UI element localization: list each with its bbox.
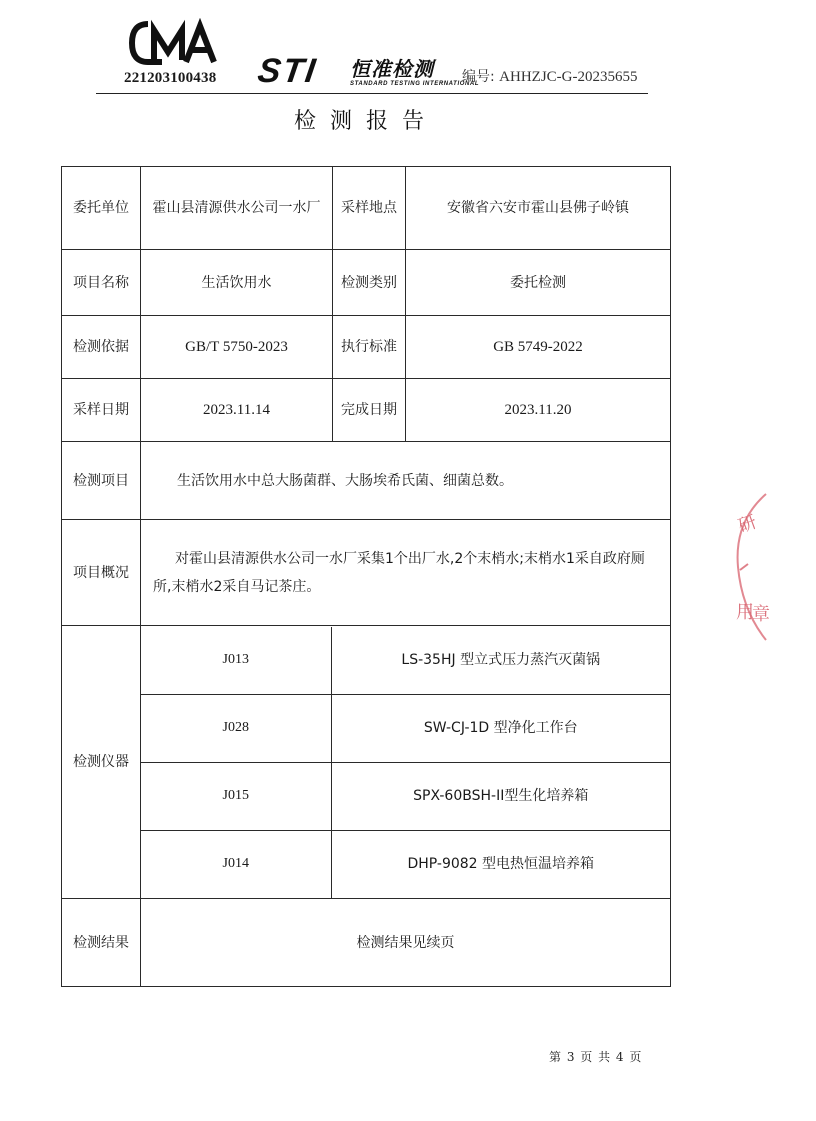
instrument-code: J014 [141, 830, 331, 898]
completion-date-label: 完成日期 [333, 379, 406, 442]
instrument-row [141, 762, 670, 830]
test-items-value: 生活饮用水中总大肠菌群、大肠埃希氏菌、细菌总数。 [141, 442, 671, 520]
document-title: 检测报告 [293, 109, 438, 134]
instrument-row [141, 830, 670, 898]
exec-standard-value: GB 5749-2022 [406, 316, 671, 379]
seal-char: 用 [736, 602, 754, 623]
test-basis-value: GB/T 5750-2023 [141, 316, 333, 379]
seal-char: 研 [735, 511, 760, 538]
seal-fragment [728, 492, 768, 642]
sampling-date-label: 采样日期 [62, 379, 141, 442]
instrument-name: LS-35HJ 型立式压力蒸汽灭菌锅 [331, 627, 670, 695]
instrument-code: J015 [141, 762, 331, 830]
results-value: 检测结果见续页 [141, 899, 671, 987]
test-type-label: 检测类别 [333, 250, 406, 316]
instruments-label: 检测仪器 [62, 626, 141, 899]
test-type-value: 委托检测 [406, 250, 671, 316]
overview-value [141, 520, 671, 626]
instrument-row [141, 694, 670, 762]
overview-text: 对霍山县清源供水公司一水厂采集1个出厂水,2个末梢水;末梢水1采自政府厕所,末梢水2采自马记茶庄。 [153, 550, 645, 595]
header-divider [96, 93, 648, 94]
instrument-name: DHP-9082 型电热恒温培养箱 [407, 856, 595, 872]
instruments-cell [141, 626, 671, 899]
instrument-name: SW-CJ-1D 型净化工作台 [331, 694, 670, 762]
instrument-row [141, 627, 670, 695]
table-row-project [62, 250, 671, 316]
instrument-code: J028 [141, 694, 331, 762]
instruments-table [141, 627, 670, 898]
table-row-instruments [62, 626, 671, 899]
project-name-label: 项目名称 [62, 250, 141, 316]
sampling-site-value: 安徽省六安市霍山县佛子岭镇 [406, 167, 671, 250]
table-row-overview [62, 520, 671, 626]
report-number [462, 66, 638, 86]
page-number: 第 3 页 共 4 页 [549, 1050, 643, 1064]
project-name-value: 生活饮用水 [141, 250, 333, 316]
report-table [61, 166, 671, 987]
report-number-label: 编号: [462, 69, 495, 85]
test-items-label: 检测项目 [62, 442, 141, 520]
sti-logo-chinese: 恒准检测 [350, 57, 434, 81]
report-number-value: AHHZJC-G-20235655 [499, 69, 638, 85]
sampling-site-label: 采样地点 [333, 167, 406, 250]
table-row-basis [62, 316, 671, 379]
table-row-test-items [62, 442, 671, 520]
client-label: 委托单位 [62, 167, 141, 250]
cma-certificate-number: 221203100438 [124, 70, 217, 86]
cma-logo [128, 18, 220, 68]
sti-logo-english: STANDARD TESTING INTERNATIONAL [350, 81, 480, 87]
exec-standard-label: 执行标准 [333, 316, 406, 379]
table-row-results [62, 899, 671, 987]
instrument-code: J013 [141, 627, 331, 695]
sampling-date-value: 2023.11.14 [141, 379, 333, 442]
client-value: 霍山县清源供水公司一水厂 [141, 167, 333, 250]
sti-logo-latin: STI [255, 52, 320, 90]
results-label: 检测结果 [62, 899, 141, 987]
table-row-client [62, 167, 671, 250]
instrument-name: SPX-60BSH-II型生化培养箱 [331, 762, 670, 830]
table-row-dates [62, 379, 671, 442]
completion-date-value: 2023.11.20 [406, 379, 671, 442]
overview-label: 项目概况 [62, 520, 141, 626]
test-basis-label: 检测依据 [62, 316, 141, 379]
seal-char: 章 [752, 604, 770, 625]
